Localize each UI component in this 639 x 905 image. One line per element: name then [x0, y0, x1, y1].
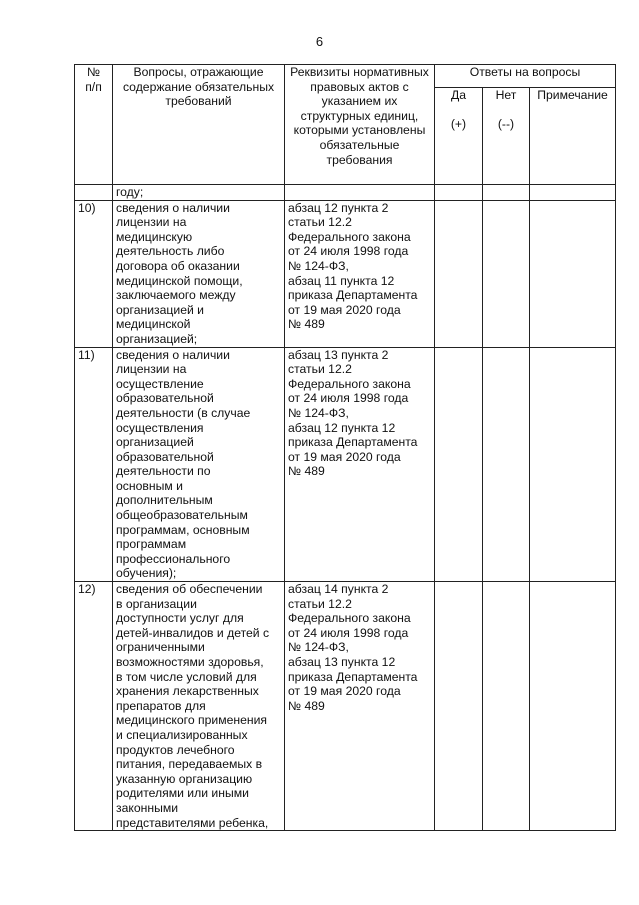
row-note-cell[interactable]	[530, 582, 616, 831]
row-note-cell[interactable]	[530, 347, 616, 582]
row-question: сведения об обеспечении в организации доступности услуг для детей-инвалидов и детей с ограниченными возможностями здоровья, в том числе условий для хранения лекарственных препаратов для медицинского применения и специализированных продуктов лечебного питания, передаваемых в указанную организацию родителями или иными законными представителями ребенка,	[113, 582, 285, 831]
row-note-cell[interactable]	[530, 185, 616, 201]
header-no	[483, 88, 530, 185]
table-row	[75, 582, 616, 831]
row-yes-cell[interactable]	[435, 200, 483, 347]
row-requisites: абзац 12 пункта 2 статьи 12.2 Федерального закона от 24 июля 1998 года № 124-ФЗ, абзац 11 пункта 12 приказа Департамента от 19 мая 2020 года № 489	[285, 200, 435, 347]
header-no-label: Нет	[495, 88, 517, 102]
row-yes-cell[interactable]	[435, 347, 483, 582]
row-question: сведения о наличии лицензии на осуществление образовательной деятельности (в случае осуществления организацией образовательной деятельности по основным и дополнительным общеобразовательным программам, основным программам профессионального обучения);	[113, 347, 285, 582]
table-header-row	[75, 65, 616, 88]
row-number: 10)	[75, 200, 113, 347]
row-no-cell[interactable]	[483, 582, 530, 831]
row-requisites: абзац 14 пункта 2 статьи 12.2 Федерального закона от 24 июля 1998 года № 124-ФЗ, абзац 13 пункта 12 приказа Департамента от 19 мая 2020 года № 489	[285, 582, 435, 831]
row-requisites	[285, 185, 435, 201]
row-number: 12)	[75, 582, 113, 831]
requirements-table	[74, 64, 616, 831]
row-no-cell[interactable]	[483, 185, 530, 201]
header-note	[530, 88, 616, 185]
row-yes-cell[interactable]	[435, 185, 483, 201]
row-no-cell[interactable]	[483, 347, 530, 582]
row-yes-cell[interactable]	[435, 582, 483, 831]
header-note-label: Примечание	[537, 88, 608, 102]
row-no-cell[interactable]	[483, 200, 530, 347]
header-yes-mark: (+)	[450, 116, 467, 131]
row-note-cell[interactable]	[530, 200, 616, 347]
row-question: году;	[113, 185, 285, 201]
page-number: 6	[315, 34, 324, 49]
header-no-mark: (--)	[497, 116, 515, 131]
header-answers: Ответы на вопросы	[435, 65, 616, 88]
header-number: № п/п	[75, 65, 113, 185]
row-question: сведения о наличии лицензии на медицинскую деятельность либо договора об оказании медицинской помощи, заключаемого между организацией и медицинской организацией;	[113, 200, 285, 347]
table-row	[75, 200, 616, 347]
header-requisites: Реквизиты нормативных правовых актов с указанием их структурных единиц, которыми установлены обязательные требования	[285, 65, 435, 185]
row-requisites: абзац 13 пункта 2 статьи 12.2 Федерального закона от 24 июля 1998 года № 124-ФЗ, абзац 12 пункта 12 приказа Департамента от 19 мая 2020 года № 489	[285, 347, 435, 582]
table-row	[75, 185, 616, 201]
row-number: 11)	[75, 347, 113, 582]
header-yes	[435, 88, 483, 185]
header-questions: Вопросы, отражающие содержание обязательных требований	[113, 65, 285, 185]
row-number	[75, 185, 113, 201]
header-yes-label: Да	[450, 88, 467, 102]
table-row	[75, 347, 616, 582]
